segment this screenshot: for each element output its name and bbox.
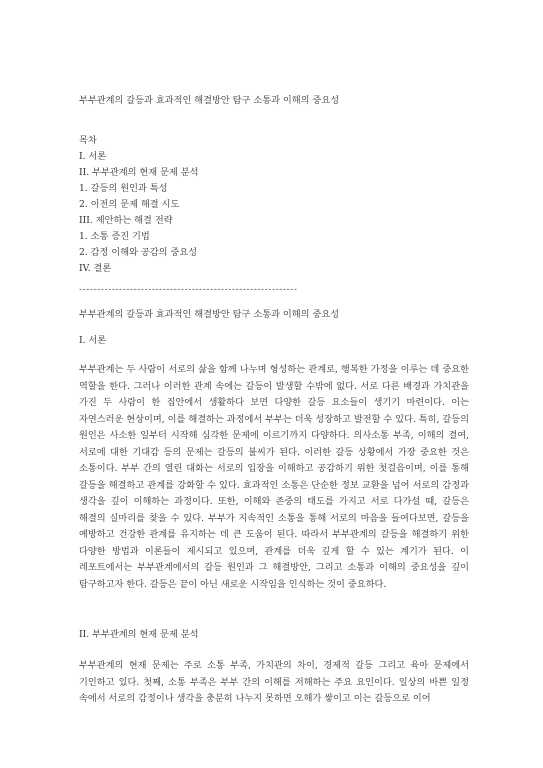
current-problems-paragraph: 부부관계의 현재 문제는 주로 소통 부족, 가치관의 차이, 경제적 갈등 그리고 육아 문제에서 기인하고 있다. 첫째, 소통 부족은 부부 간의 이해를 저해하는 주요 요인이다. 일상의 바쁜 일정 속에서 서로의 감정이나 생각을 충분히 나누지 못하면 오해가 쌓이고 이는 갈등으로 이어 [79, 660, 469, 704]
toc-heading: 목차 [79, 135, 97, 146]
intro-paragraph: 부부관계는 두 사람이 서로의 삶을 함께 나누며 형성하는 관계로, 행복한 가정을 이루는 데 중요한 역할을 한다. 그러나 이러한 관계 속에는 갈등이 발생할 수밖에 없다. 서로 다른 배경과 가치관을 가진 두 사람이 한 집안에서 생활하다 보면 다양한 갈등 요소들이 생기기 마련이다. 이는 자연스러운 현상이며, 이를 해결하는 과정에서 부부는 더욱 성장하고 발전할 수 있다. 특히, 갈등의 원인은 사소한 일부터 시작해 심각한 문제에 이르기까지 다양하다. 의사소통 부족, 이해의 결여, 서로에 대한 기대감 등의 문제는 갈등의 불씨가 된다. 이러한 갈등 상황에서 가장 중요한 것은 소통이다. 부부 간의 열린 대화는 서로의 입장을 이해하고 공감하기 위한 첫걸음이며, 이를 통해 갈등을 해결하고 관계를 강화할 수 있다. 효과적인 소통은 단순한 정보 교환을 넘어 서로의 감정과 생각을 깊이 이해하는 과정이다. 또한, 이해와 존중의 태도를 가지고 서로 다가설 때, 갈등은 해결의 실마리를 찾을 수 있다. 부부가 지속적인 소통을 통해 서로의 마음을 들여다보면, 갈등을 예방하고 건강한 관계를 유지하는 데 큰 도움이 된다. 따라서 부부관계의 갈등을 해결하기 위한 다양한 방법과 이론들이 제시되고 있으며, 관계를 더욱 깊게 할 수 있는 계기가 된다. 이 레포트에서는 부부관계에서의 갈등 원인과 그 해결방안, 그리고 소통과 이해의 중요성을 깊이 탐구하고자 한다. 갈등은 끝이 아닌 새로운 시작임을 인식하는 것이 중요하다. [79, 364, 469, 590]
document-title: 부부관계의 갈등과 효과적인 해결방안 탐구 소통과 이해의 중요성 [79, 95, 340, 106]
toc-item-intro: I. 서론 [79, 151, 107, 162]
toc-item-conclusion: IV. 결론 [79, 263, 112, 274]
section-heading-current-problems: II. 부부관계의 현재 문제 분석 [79, 629, 199, 640]
toc-item-current-problems: II. 부부관계의 현재 문제 분석 [79, 167, 199, 178]
section-separator: ------------------------------------------------------------ [79, 285, 298, 295]
toc-item-previous-attempts: 2. 이전의 문제 해결 시도 [79, 199, 180, 210]
toc-item-communication-techniques: 1. 소통 증진 기법 [79, 231, 150, 242]
body-title: 부부관계의 갈등과 효과적인 해결방안 탐구 소통과 이해의 중요성 [79, 309, 340, 320]
toc-item-empathy: 2. 감정 이해와 공감의 중요성 [79, 247, 198, 258]
section-heading-intro: I. 서론 [79, 335, 107, 346]
toc-item-conflict-causes: 1. 갈등의 원인과 특성 [79, 183, 168, 194]
toc-item-proposed-strategies: III. 제안하는 해결 전략 [79, 215, 173, 226]
